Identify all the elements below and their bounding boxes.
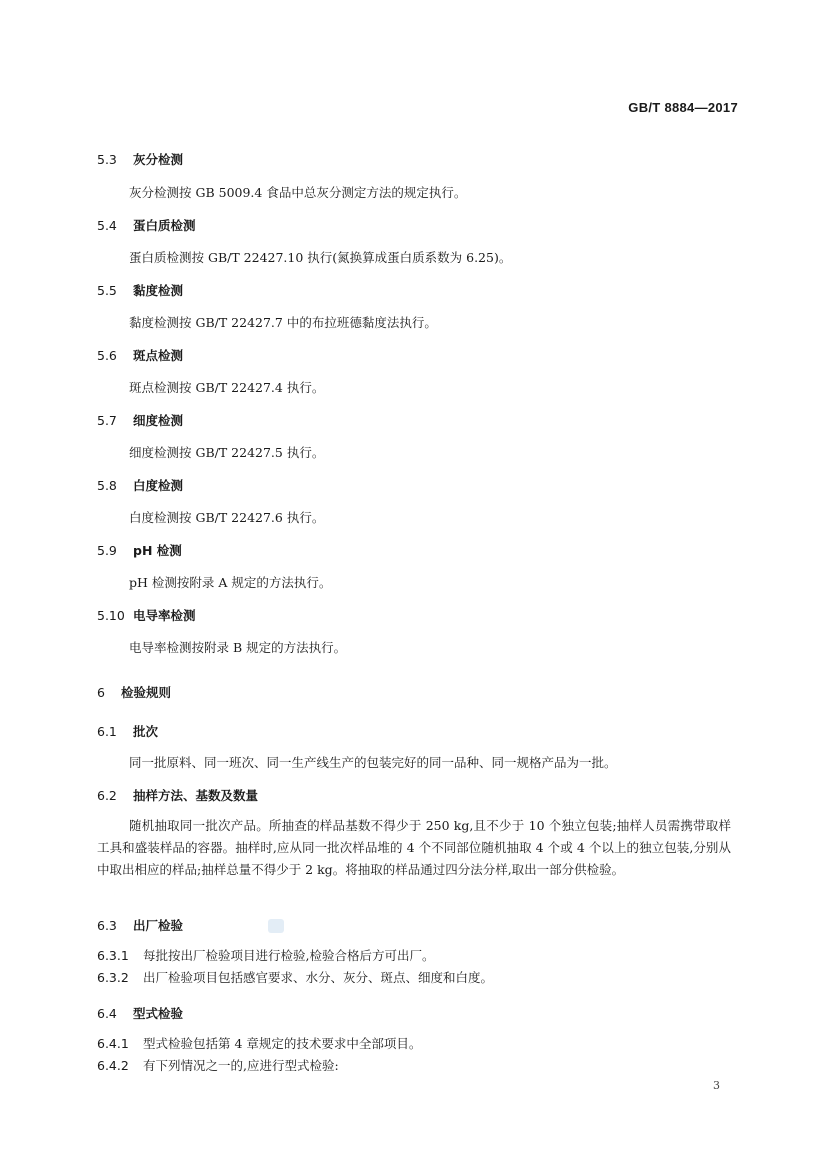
clause-6-4-2 xyxy=(97,1056,339,1074)
clause-text: 型式检验包括第 4 章规定的技术要求中全部项目。 xyxy=(143,1036,422,1051)
section-number: 5.6 xyxy=(97,348,117,363)
clause-text: 每批按出厂检验项目进行检验,检验合格后方可出厂。 xyxy=(143,948,435,963)
section-number: 5.8 xyxy=(97,478,117,493)
clause-6-4-1 xyxy=(97,1034,421,1052)
section-text-6-1: 同一批原料、同一班次、同一生产线生产的包装完好的同一品种、同一规格产品为一批。 xyxy=(129,755,617,770)
section-text-5-5: 黏度检测按 GB/T 22427.7 中的布拉班德黏度法执行。 xyxy=(129,315,437,330)
section-heading-5-5 xyxy=(97,281,183,299)
watermark-logo-icon xyxy=(268,919,284,933)
section-title: 蛋白质检测 xyxy=(133,218,196,233)
section-heading-5-10 xyxy=(97,606,196,624)
chapter-title: 检验规则 xyxy=(121,685,172,700)
section-number: 5.4 xyxy=(97,218,117,233)
section-number: 6.3 xyxy=(97,918,117,933)
section-title: 电导率检测 xyxy=(133,608,196,623)
section-title: 斑点检测 xyxy=(133,348,184,363)
clause-number: 6.3.1 xyxy=(97,948,129,963)
section-text-5-7: 细度检测按 GB/T 22427.5 执行。 xyxy=(129,445,325,460)
clause-number: 6.3.2 xyxy=(97,970,129,985)
section-text-5-8: 白度检测按 GB/T 22427.6 执行。 xyxy=(129,510,325,525)
section-number: 6.1 xyxy=(97,724,117,739)
chapter-number: 6 xyxy=(97,685,105,700)
section-text-6-2: 随机抽取同一批次产品。所抽查的样品基数不得少于 250 kg,且不少于 10 个独立包装;抽样人员需携带取样工具和盛装样品的容器。抽样时,应从同一批次样品堆的 4 个不同部位随机抽取 4 个或 4 个以上的独立包装,分别从中取出相应的样品;抽样总量不得少于 2 kg。将抽取的样品通过四分法分样,取出一部分供检验。 xyxy=(97,818,731,877)
section-number: 5.3 xyxy=(97,152,117,167)
section-title: 抽样方法、基数及数量 xyxy=(133,788,259,803)
clause-6-3-2 xyxy=(97,968,493,986)
section-heading-6-1 xyxy=(97,722,158,740)
clause-text: 有下列情况之一的,应进行型式检验: xyxy=(143,1058,339,1073)
section-title: 细度检测 xyxy=(133,413,184,428)
section-heading-5-9 xyxy=(97,541,182,559)
section-number: 5.9 xyxy=(97,543,117,558)
section-text-5-4: 蛋白质检测按 GB/T 22427.10 执行(氮换算成蛋白质系数为 6.25)。 xyxy=(129,250,512,265)
chapter-heading-6 xyxy=(97,683,171,701)
clause-6-3-1 xyxy=(97,946,434,964)
section-text-5-9: pH 检测按附录 A 规定的方法执行。 xyxy=(129,575,332,590)
section-heading-5-4 xyxy=(97,216,196,234)
section-number: 5.10 xyxy=(97,608,125,623)
section-number: 5.7 xyxy=(97,413,117,428)
section-title: 黏度检测 xyxy=(133,283,184,298)
section-title: 批次 xyxy=(133,724,159,739)
section-heading-5-6 xyxy=(97,346,183,364)
section-text-5-10: 电导率检测按附录 B 规定的方法执行。 xyxy=(129,640,347,655)
clause-number: 6.4.2 xyxy=(97,1058,129,1073)
section-text-5-6: 斑点检测按 GB/T 22427.4 执行。 xyxy=(129,380,325,395)
section-heading-6-3 xyxy=(97,916,183,934)
section-title: 型式检验 xyxy=(133,1006,184,1021)
section-title: 出厂检验 xyxy=(133,918,184,933)
section-heading-5-3 xyxy=(97,150,183,168)
section-title: 白度检测 xyxy=(133,478,184,493)
clause-text: 出厂检验项目包括感官要求、水分、灰分、斑点、细度和白度。 xyxy=(143,970,494,985)
section-number: 5.5 xyxy=(97,283,117,298)
section-title: pH 检测 xyxy=(133,543,182,558)
section-title: 灰分检测 xyxy=(133,152,184,167)
section-heading-6-4 xyxy=(97,1004,183,1022)
standard-id-header: GB/T 8884—2017 xyxy=(628,100,738,115)
section-text-5-3: 灰分检测按 GB 5009.4 食品中总灰分测定方法的规定执行。 xyxy=(129,185,467,200)
section-number: 6.2 xyxy=(97,788,117,803)
section-heading-5-7 xyxy=(97,411,183,429)
section-number: 6.4 xyxy=(97,1006,117,1021)
clause-number: 6.4.1 xyxy=(97,1036,129,1051)
section-heading-6-2 xyxy=(97,786,258,804)
section-heading-5-8 xyxy=(97,476,183,494)
page-number: 3 xyxy=(713,1079,720,1092)
